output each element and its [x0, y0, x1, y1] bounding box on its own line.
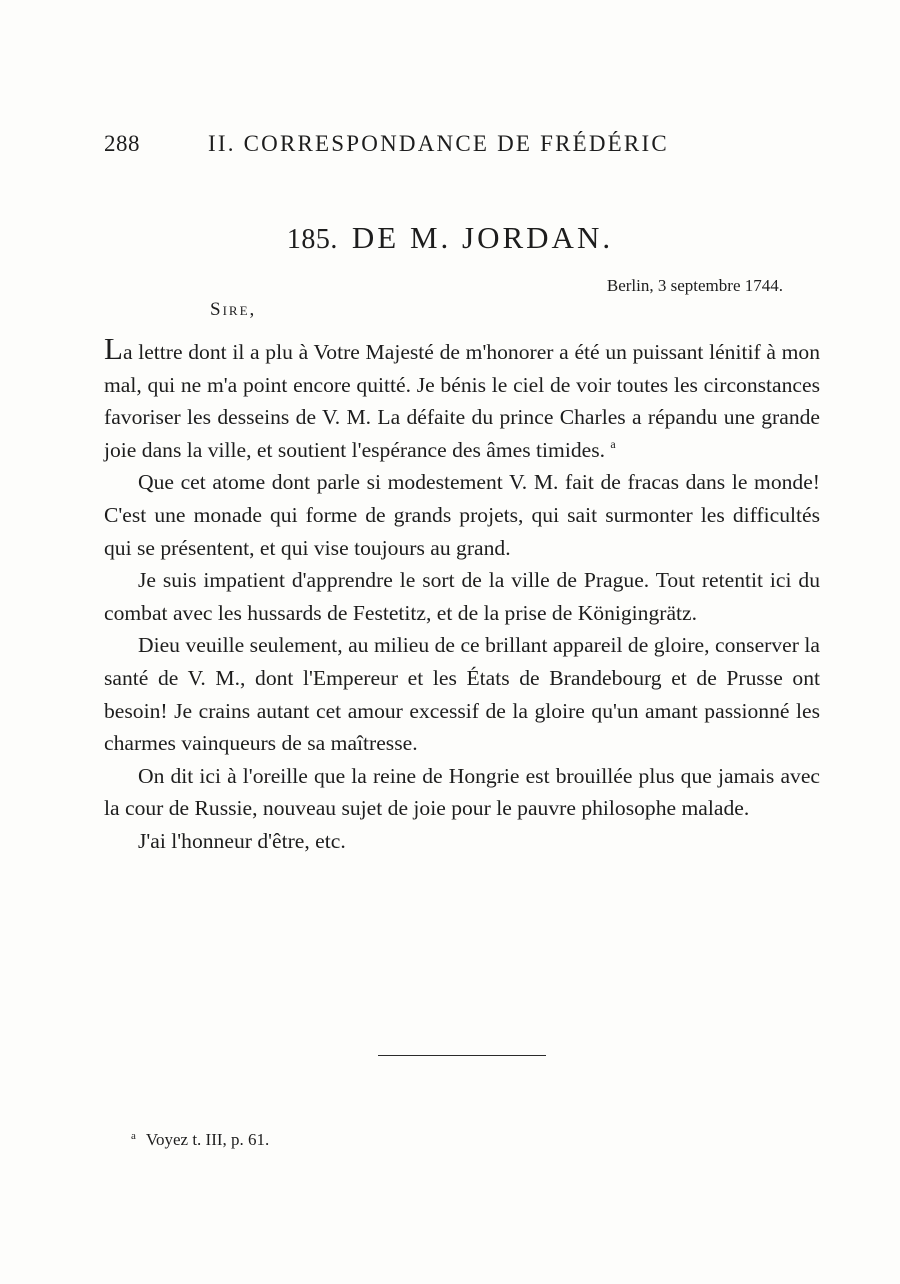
initial-letter: L [104, 331, 123, 366]
footnote-reference: a [610, 436, 616, 451]
letter-salutation: Sire, [210, 299, 257, 320]
running-title: II. CORRESPONDANCE DE FRÉDÉRIC [208, 131, 669, 156]
paragraph: Je suis impatient d'apprendre le sort de la ville de Prague. Tout retentit ici du combat avec les hussards de Festetitz, et de la prise de Königingrätz. [104, 568, 820, 625]
running-header [104, 128, 724, 160]
paragraph [104, 331, 820, 466]
paragraph-text: a lettre dont il a plu à Votre Majesté de m'honorer a été un puissant lénitif à mon mal, qui ne m'a point encore quitté. Je bénis le ciel de voir toutes les circonstances favoriser les desseins de V. M. La défaite du prince Charles a répandu une grande joie dans la ville, et soutient l'espérance des âmes timides. [104, 340, 820, 462]
page-number: 288 [104, 131, 140, 156]
letter-number: 185. [286, 224, 338, 255]
paragraph: J'ai l'honneur d'être, etc. [138, 828, 346, 853]
letter-body [104, 331, 820, 858]
letter-dateline: Berlin, 3 septembre 1744. [606, 276, 783, 295]
paragraph: On dit ici à l'oreille que la reine de Hongrie est brouillée plus que jamais avec la cour de Russie, nouveau sujet de joie pour le pauvre philosophe malade. [104, 763, 820, 821]
paragraph: Que cet atome dont parle si modestement V. M. fait de fracas dans le monde! C'est une monade qui forme de grands projets, qui sait surmonter les difficultés qui se présentent, et qui vise toujours au grand. [104, 470, 820, 560]
letter-heading [0, 218, 900, 260]
footnote-text: Voyez t. III, p. 61. [145, 1130, 270, 1149]
footnote-mark: a [131, 1130, 136, 1142]
section-divider [378, 1055, 546, 1056]
letter-title: DE M. JORDAN. [351, 220, 614, 255]
footnote [131, 1124, 269, 1152]
paragraph: Dieu veuille seulement, au milieu de ce brillant appareil de gloire, conserver la santé de V. M., dont l'Empereur et les États de Brandebourg et de Prusse ont besoin! Je crains autant cet amour excessif de la gloire qu'un amant passionné les charmes vainqueurs de sa maîtresse. [104, 633, 820, 756]
